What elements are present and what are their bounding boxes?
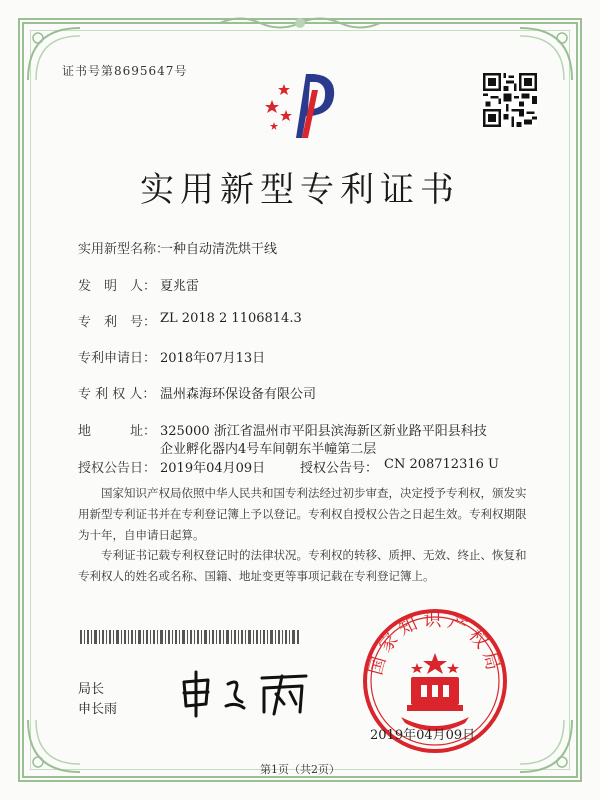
grant-date-label: 授权公告日： bbox=[78, 461, 157, 476]
utility-name-label: 实用新型名称： bbox=[78, 242, 170, 257]
grant-number-label: 授权公告号： bbox=[300, 461, 379, 476]
grant-statement-paragraph: 国家知识产权局依照中华人民共和国专利法经过初步审查，决定授予专利权，颁发实用新型专利证书并在专利登记簿上予以登记。专利权自授权公告之日起生效。专利权期限为十年，自申请日起算。 bbox=[78, 486, 527, 542]
director-name: 申长雨 bbox=[78, 702, 118, 717]
legal-status-paragraph: 专利证书记载专利权登记时的法律状况。专利权的转移、质押、无效、终止、恢复和专利权人的姓名或名称、国籍、地址变更等事项记载在专利登记簿上。 bbox=[78, 548, 527, 583]
patentee-value: 温州森海环保设备有限公司 bbox=[160, 387, 317, 402]
patentee-label: 专 利 权 人： bbox=[78, 387, 156, 402]
filing-date-label: 专利申请日： bbox=[78, 351, 157, 366]
grant-number-value: CN 208712316 U bbox=[384, 457, 499, 472]
seal-date: 2019年04月09日 bbox=[370, 728, 476, 743]
svg-text:国家知识产权局: 国家知识产权局 bbox=[365, 609, 505, 678]
filing-date-value: 2018年07月13日 bbox=[160, 351, 266, 366]
qr-code-icon bbox=[483, 73, 537, 127]
inventor-value: 夏兆雷 bbox=[160, 279, 200, 294]
utility-name-value: 一种自动清洗烘干线 bbox=[160, 242, 278, 257]
grant-date-value: 2019年04月09日 bbox=[160, 461, 266, 476]
address-label: 地 址： bbox=[78, 424, 157, 439]
handwritten-signature bbox=[178, 668, 318, 718]
page-indicator: 第1页（共2页） bbox=[260, 763, 340, 776]
patent-office-logo-icon bbox=[262, 70, 342, 140]
top-ornament-icon bbox=[220, 14, 380, 32]
address-line-1: 325000 浙江省温州市平阳县滨海新区新业路平阳县科技 bbox=[160, 424, 487, 439]
certificate-number: 证书号第8695647号 bbox=[62, 64, 188, 78]
certificate-title: 实用新型专利证书 bbox=[140, 170, 460, 210]
address-line-2: 企业孵化器内4号车间朝东半幢第二层 bbox=[160, 442, 377, 457]
barcode-icon bbox=[80, 630, 300, 644]
patent-number-value: ZL 2018 2 1106814.3 bbox=[160, 311, 302, 326]
director-title: 局长 bbox=[78, 682, 105, 697]
inventor-label: 发 明 人： bbox=[78, 279, 157, 294]
patent-number-label: 专 利 号： bbox=[78, 315, 157, 330]
